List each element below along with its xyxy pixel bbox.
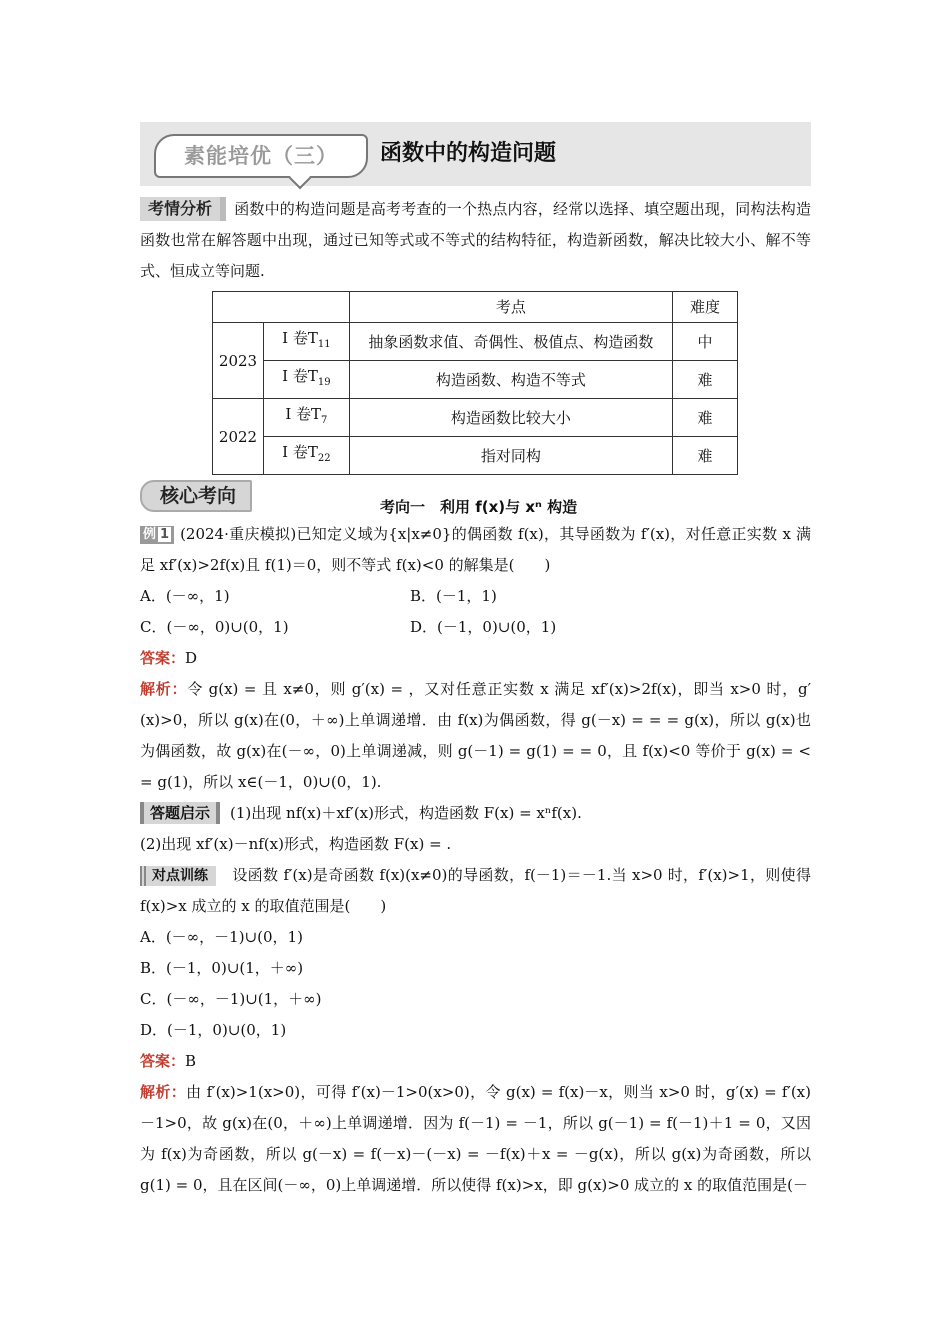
table-topic: 抽象函数求值、奇偶性、极值点、构造函数 bbox=[349, 323, 672, 361]
training-option-b: B．(－1，0)∪(1，＋∞) bbox=[140, 959, 304, 977]
exam-points-table bbox=[212, 291, 738, 475]
hint-text-1: (1)出现 nf(x)＋xf′(x)形式，构造函数 F(x) = xⁿf(x). bbox=[230, 804, 582, 822]
training-answer bbox=[140, 1046, 811, 1077]
table-level: 难 bbox=[673, 437, 738, 475]
hint-label: 答题启示 bbox=[140, 802, 220, 824]
core-direction-header bbox=[140, 479, 811, 516]
table-paper: Ⅰ 卷$T_{11}$ bbox=[264, 323, 350, 361]
table-level: 难 bbox=[673, 361, 738, 399]
training-answer-label: 答案： bbox=[140, 1052, 186, 1070]
training-option-d: D．(－1，0)∪(0，1) bbox=[140, 1021, 287, 1039]
answer-label: 答案： bbox=[140, 649, 186, 667]
core-direction-tab: 核心考向 bbox=[140, 480, 252, 512]
example-stem-text: (2024·重庆模拟)已知定义域为{x|x≠0}的偶函数 f(x)，其导函数为 f′(x)，对任意正实数 x 满足 xf′(x)>2f(x)且 f(1)＝0，则不等式 f(x)<0 的解集是( ) bbox=[140, 525, 811, 574]
section-banner bbox=[140, 122, 811, 186]
section-tag: 素能培优（三） bbox=[154, 134, 368, 178]
table-level: 中 bbox=[673, 323, 738, 361]
table-paper: Ⅰ 卷$T_{19}$ bbox=[264, 361, 350, 399]
training-option-a: A．(－∞，－1)∪(0，1) bbox=[140, 928, 303, 946]
table-header-blank bbox=[213, 292, 350, 323]
analysis-paragraph bbox=[140, 194, 811, 287]
table-paper: Ⅰ 卷$T_7$ bbox=[264, 399, 350, 437]
table-paper: Ⅰ 卷$T_{22}$ bbox=[264, 437, 350, 475]
table-row bbox=[213, 437, 738, 475]
table-year: 2022 bbox=[213, 399, 264, 475]
example-stem bbox=[140, 519, 811, 581]
training-label: 对点训练 bbox=[140, 866, 216, 886]
training-answer-value: B bbox=[185, 1052, 197, 1070]
training-analysis-text: 由 f′(x)>1(x>0)，可得 f′(x)－1>0(x>0)，令 g(x) = f(x)－x，则当 x>0 时，g′(x) = f′(x)－1>0，故 g(x)在(0，＋∞)上单调递增．因为 f(－1) = －1，所以 g(－1) = f(－1)＋1 = 0，又因为 f(x)为奇函数，所以 g(－x) = f(－x)－(－x) = －f(x)＋x = －g(x)，所以 g(x)为奇函数，所以 g(1) = 0，且在区间(－∞，0)上单调递增．所以使得 f(x)>x，即 g(x)>0 成立的 x 的取值范围是(－ bbox=[140, 1083, 811, 1194]
table-header-row bbox=[213, 292, 738, 323]
analysis-solution-label: 解析： bbox=[140, 680, 188, 698]
example-options-row-1 bbox=[140, 581, 811, 612]
example-option-a: A．(－∞，1) bbox=[140, 587, 230, 605]
table-row bbox=[213, 323, 738, 361]
example-option-d: D．(－1，0)∪(0，1) bbox=[410, 618, 557, 636]
table-level: 难 bbox=[673, 399, 738, 437]
example-tag: 例 1 bbox=[140, 526, 174, 544]
analysis-text: 函数中的构造问题是高考考查的一个热点内容，经常以选择、填空题出现，同构法构造函数也常在解答题中出现，通过已知等式或不等式的结构特征，构造新函数，解决比较大小、解不等式、恒成立等问题. bbox=[140, 200, 811, 280]
core-direction-subtitle: 考向一 利用 f(x)与 xⁿ 构造 bbox=[380, 497, 578, 516]
table-header-level: 难度 bbox=[673, 292, 738, 323]
table-topic: 指对同构 bbox=[349, 437, 672, 475]
training-stem bbox=[140, 860, 811, 922]
hint-line-1 bbox=[140, 798, 811, 829]
section-title: 函数中的构造问题 bbox=[380, 141, 557, 166]
table-topic: 构造函数比较大小 bbox=[349, 399, 672, 437]
hint-line-2: (2)出现 xf′(x)－nf(x)形式，构造函数 F(x) = . bbox=[140, 835, 452, 853]
example-answer bbox=[140, 643, 811, 674]
table-header-topic: 考点 bbox=[349, 292, 672, 323]
training-option-c: C．(－∞，－1)∪(1，＋∞) bbox=[140, 990, 322, 1008]
training-analysis bbox=[140, 1077, 811, 1201]
analysis-label: 考情分析 bbox=[140, 197, 226, 221]
document-page bbox=[140, 122, 811, 1201]
analysis-solution-text: 令 g(x) = 且 x≠0，则 g′(x) = ，又对任意正实数 x 满足 xf′(x)>2f(x)，即当 x>0 时，g′(x)>0，所以 g(x)在(0，＋∞)上单调递增．由 f(x)为偶函数，得 g(－x) = = = g(x)，所以 g(x)也为偶函数，故 g(x)在(－∞，0)上单调递减，则 g(－1) = g(1) = = 0，且 f(x)<0 等价于 g(x) = < = g(1)，所以 x∈(－1，0)∪(0，1). bbox=[140, 680, 811, 791]
example-option-b: B．(－1，1) bbox=[410, 587, 497, 605]
training-stem-text: 设函数 f′(x)是奇函数 f(x)(x≠0)的导函数，f(－1)＝－1.当 x>0 时，f′(x)>1，则使得 f(x)>x 成立的 x 的取值范围是( ) bbox=[140, 866, 811, 915]
answer-value: D bbox=[185, 649, 198, 667]
table-row bbox=[213, 361, 738, 399]
table-year: 2023 bbox=[213, 323, 264, 399]
table-topic: 构造函数、构造不等式 bbox=[349, 361, 672, 399]
example-option-c: C．(－∞，0)∪(0，1) bbox=[140, 618, 289, 636]
table-row bbox=[213, 399, 738, 437]
training-analysis-label: 解析： bbox=[140, 1083, 187, 1101]
example-options-row-2 bbox=[140, 612, 811, 643]
example-analysis bbox=[140, 674, 811, 798]
